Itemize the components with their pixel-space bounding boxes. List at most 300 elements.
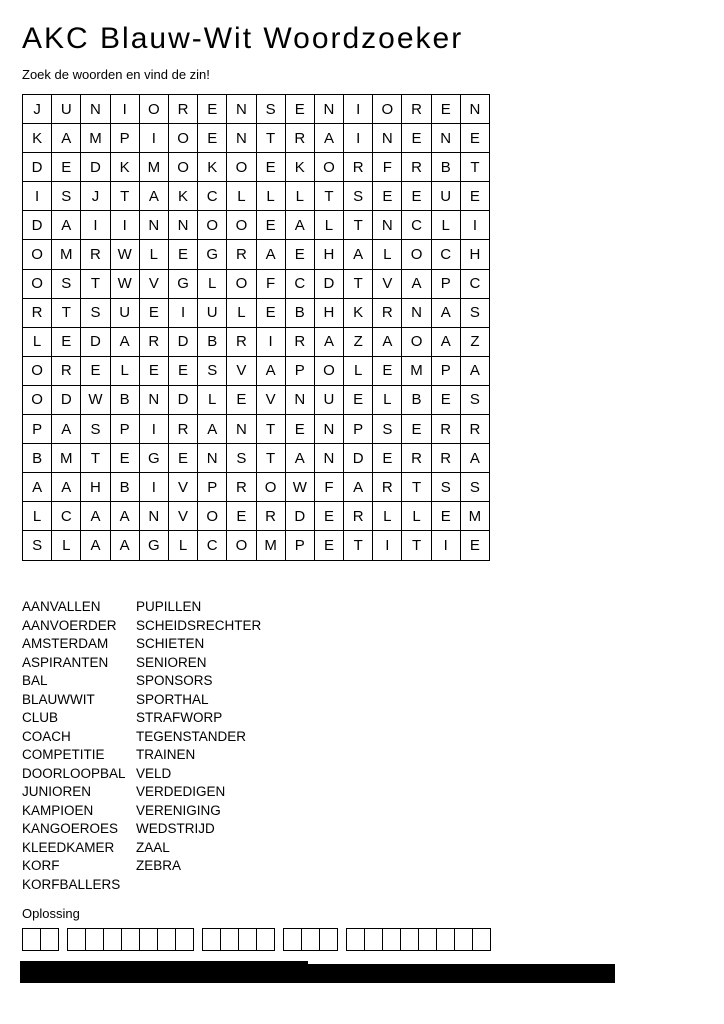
- grid-cell[interactable]: O: [314, 153, 343, 182]
- grid-cell[interactable]: A: [198, 415, 227, 444]
- grid-cell[interactable]: V: [227, 356, 256, 385]
- solution-letter-box[interactable]: [400, 928, 419, 951]
- grid-cell[interactable]: H: [314, 298, 343, 327]
- grid-cell[interactable]: E: [285, 415, 314, 444]
- grid-cell[interactable]: O: [23, 269, 52, 298]
- grid-cell[interactable]: K: [168, 182, 197, 211]
- grid-cell[interactable]: R: [402, 95, 431, 124]
- grid-cell[interactable]: R: [227, 240, 256, 269]
- word-list-item: JUNIOREN: [22, 784, 92, 799]
- grid-cell[interactable]: D: [285, 502, 314, 531]
- grid-cell[interactable]: E: [431, 95, 460, 124]
- grid-cell[interactable]: S: [52, 269, 81, 298]
- grid-cell[interactable]: R: [402, 444, 431, 473]
- grid-cell[interactable]: R: [285, 327, 314, 356]
- grid-cell[interactable]: V: [373, 269, 402, 298]
- grid-cell[interactable]: L: [198, 385, 227, 414]
- grid-cell[interactable]: D: [168, 327, 197, 356]
- grid-cell[interactable]: E: [373, 444, 402, 473]
- grid-cell[interactable]: E: [344, 385, 373, 414]
- grid-cell[interactable]: D: [23, 153, 52, 182]
- grid-cell[interactable]: L: [285, 182, 314, 211]
- grid-cell[interactable]: O: [168, 153, 197, 182]
- grid-cell[interactable]: R: [81, 240, 110, 269]
- grid-cell[interactable]: E: [227, 385, 256, 414]
- grid-cell[interactable]: B: [431, 153, 460, 182]
- grid-cell[interactable]: E: [431, 502, 460, 531]
- grid-cell[interactable]: A: [52, 124, 81, 153]
- solution-word-group: [22, 928, 58, 951]
- grid-cell[interactable]: C: [431, 240, 460, 269]
- grid-cell[interactable]: S: [344, 182, 373, 211]
- grid-cell[interactable]: E: [402, 124, 431, 153]
- grid-cell[interactable]: R: [373, 298, 402, 327]
- grid-cell[interactable]: A: [431, 298, 460, 327]
- grid-cell[interactable]: N: [227, 95, 256, 124]
- word-list-item: AANVOERDER: [22, 617, 117, 633]
- grid-cell[interactable]: W: [110, 240, 139, 269]
- grid-cell[interactable]: K: [110, 153, 139, 182]
- grid-cell[interactable]: M: [402, 356, 431, 385]
- grid-cell[interactable]: J: [81, 182, 110, 211]
- grid-cell[interactable]: O: [227, 153, 256, 182]
- grid-cell[interactable]: T: [256, 444, 285, 473]
- grid-cell[interactable]: I: [460, 211, 489, 240]
- solution-letter-box[interactable]: [40, 928, 59, 951]
- grid-cell[interactable]: J: [23, 95, 52, 124]
- grid-cell[interactable]: T: [314, 182, 343, 211]
- grid-cell[interactable]: S: [256, 95, 285, 124]
- solution-letter-box[interactable]: [418, 928, 437, 951]
- grid-row: [23, 415, 490, 444]
- grid-cell[interactable]: N: [431, 124, 460, 153]
- grid-cell[interactable]: S: [81, 415, 110, 444]
- solution-letter-box[interactable]: [364, 928, 383, 951]
- grid-cell[interactable]: B: [23, 444, 52, 473]
- grid-cell[interactable]: L: [314, 211, 343, 240]
- word-list-item: SCHEIDSRECHTER: [136, 617, 262, 633]
- grid-cell[interactable]: D: [314, 269, 343, 298]
- grid-cell[interactable]: F: [373, 153, 402, 182]
- grid-cell[interactable]: E: [198, 95, 227, 124]
- grid-cell[interactable]: A: [344, 240, 373, 269]
- grid-cell[interactable]: D: [168, 385, 197, 414]
- grid-cell[interactable]: B: [110, 385, 139, 414]
- grid-cell[interactable]: I: [168, 298, 197, 327]
- solution-letter-box[interactable]: [67, 928, 86, 951]
- solution-letter-box[interactable]: [103, 928, 122, 951]
- grid-cell[interactable]: W: [81, 385, 110, 414]
- grid-cell[interactable]: S: [198, 356, 227, 385]
- grid-cell[interactable]: L: [23, 327, 52, 356]
- solution-letter-box[interactable]: [238, 928, 257, 951]
- grid-cell[interactable]: E: [373, 356, 402, 385]
- grid-cell[interactable]: O: [198, 502, 227, 531]
- grid-cell[interactable]: E: [256, 153, 285, 182]
- grid-cell[interactable]: C: [52, 502, 81, 531]
- grid-cell[interactable]: L: [373, 502, 402, 531]
- grid-cell[interactable]: N: [314, 415, 343, 444]
- grid-cell[interactable]: I: [256, 327, 285, 356]
- grid-cell[interactable]: O: [198, 211, 227, 240]
- grid-cell[interactable]: L: [139, 240, 168, 269]
- grid-cell[interactable]: A: [139, 182, 168, 211]
- grid-cell[interactable]: E: [460, 124, 489, 153]
- grid-cell[interactable]: N: [227, 124, 256, 153]
- black-bar: [308, 964, 615, 983]
- grid-cell[interactable]: O: [23, 385, 52, 414]
- grid-cell[interactable]: I: [139, 473, 168, 502]
- grid-cell[interactable]: U: [110, 298, 139, 327]
- word-list-item: ZEBRA: [136, 858, 182, 873]
- grid-cell[interactable]: S: [81, 298, 110, 327]
- solution-letter-box[interactable]: [175, 928, 194, 951]
- grid-cell[interactable]: P: [285, 356, 314, 385]
- grid-cell[interactable]: I: [344, 124, 373, 153]
- grid-cell[interactable]: N: [198, 444, 227, 473]
- word-list-item: SENIOREN: [136, 654, 207, 670]
- grid-cell[interactable]: R: [168, 95, 197, 124]
- grid-cell[interactable]: A: [256, 240, 285, 269]
- grid-cell[interactable]: T: [402, 473, 431, 502]
- grid-cell[interactable]: O: [139, 95, 168, 124]
- grid-cell[interactable]: T: [81, 269, 110, 298]
- grid-cell[interactable]: W: [110, 269, 139, 298]
- grid-cell[interactable]: P: [23, 415, 52, 444]
- grid-cell[interactable]: R: [285, 124, 314, 153]
- solution-letter-box[interactable]: [382, 928, 401, 951]
- grid-cell[interactable]: O: [227, 269, 256, 298]
- solution-letter-box[interactable]: [220, 928, 239, 951]
- grid-cell[interactable]: T: [256, 415, 285, 444]
- grid-cell[interactable]: A: [460, 356, 489, 385]
- grid-cell[interactable]: E: [256, 211, 285, 240]
- grid-cell[interactable]: A: [344, 473, 373, 502]
- solution-letter-box[interactable]: [202, 928, 221, 951]
- grid-cell[interactable]: R: [344, 153, 373, 182]
- solution-letter-box[interactable]: [157, 928, 176, 951]
- grid-cell[interactable]: N: [373, 124, 402, 153]
- grid-cell[interactable]: I: [110, 95, 139, 124]
- grid-cell[interactable]: L: [168, 531, 197, 560]
- grid-cell[interactable]: B: [285, 298, 314, 327]
- grid-cell[interactable]: N: [373, 211, 402, 240]
- grid-cell[interactable]: R: [52, 356, 81, 385]
- grid-row: [23, 444, 490, 473]
- grid-cell[interactable]: I: [139, 415, 168, 444]
- grid-cell[interactable]: A: [285, 211, 314, 240]
- grid-cell[interactable]: L: [256, 182, 285, 211]
- grid-cell[interactable]: U: [431, 182, 460, 211]
- solution-letter-box[interactable]: [85, 928, 104, 951]
- solution-word-group: [346, 928, 490, 951]
- grid-cell[interactable]: P: [431, 269, 460, 298]
- grid-cell[interactable]: K: [285, 153, 314, 182]
- grid-cell[interactable]: S: [52, 182, 81, 211]
- grid-cell[interactable]: N: [168, 211, 197, 240]
- grid-cell[interactable]: T: [402, 531, 431, 560]
- solution-letter-box[interactable]: [121, 928, 140, 951]
- solution-letter-box[interactable]: [256, 928, 275, 951]
- grid-cell[interactable]: A: [256, 356, 285, 385]
- grid-cell[interactable]: S: [460, 385, 489, 414]
- grid-cell[interactable]: K: [23, 124, 52, 153]
- grid-cell[interactable]: E: [81, 356, 110, 385]
- word-list-item: VERDEDIGEN: [136, 784, 226, 799]
- grid-cell[interactable]: D: [81, 153, 110, 182]
- grid-cell[interactable]: A: [110, 502, 139, 531]
- grid-cell[interactable]: I: [81, 211, 110, 240]
- grid-cell[interactable]: S: [460, 473, 489, 502]
- grid-cell[interactable]: E: [373, 182, 402, 211]
- grid-cell[interactable]: E: [402, 182, 431, 211]
- grid-cell[interactable]: R: [402, 153, 431, 182]
- grid-cell[interactable]: L: [23, 502, 52, 531]
- grid-cell[interactable]: E: [256, 298, 285, 327]
- solution-letter-box[interactable]: [472, 928, 491, 951]
- grid-cell[interactable]: O: [256, 473, 285, 502]
- grid-cell[interactable]: U: [198, 298, 227, 327]
- grid-cell[interactable]: I: [23, 182, 52, 211]
- grid-cell[interactable]: B: [198, 327, 227, 356]
- grid-cell[interactable]: M: [52, 444, 81, 473]
- solution-letter-box[interactable]: [436, 928, 455, 951]
- grid-cell[interactable]: M: [52, 240, 81, 269]
- grid-cell[interactable]: R: [227, 473, 256, 502]
- grid-cell[interactable]: Z: [460, 327, 489, 356]
- grid-cell[interactable]: A: [81, 531, 110, 560]
- grid-cell[interactable]: A: [402, 269, 431, 298]
- grid-cell[interactable]: A: [52, 473, 81, 502]
- grid-cell[interactable]: O: [373, 95, 402, 124]
- grid-cell[interactable]: P: [344, 415, 373, 444]
- grid-cell[interactable]: M: [460, 502, 489, 531]
- grid-cell[interactable]: V: [139, 269, 168, 298]
- grid-cell[interactable]: P: [110, 415, 139, 444]
- grid-cell[interactable]: A: [110, 531, 139, 560]
- grid-cell[interactable]: A: [460, 444, 489, 473]
- grid-cell[interactable]: O: [23, 356, 52, 385]
- grid-cell[interactable]: V: [256, 385, 285, 414]
- grid-cell[interactable]: C: [460, 269, 489, 298]
- grid-cell[interactable]: E: [431, 385, 460, 414]
- grid-cell[interactable]: H: [314, 240, 343, 269]
- grid-cell[interactable]: E: [52, 327, 81, 356]
- word-list-item: KORFBALLERS: [22, 876, 121, 892]
- grid-cell[interactable]: P: [198, 473, 227, 502]
- grid-cell[interactable]: V: [168, 473, 197, 502]
- grid-cell[interactable]: P: [431, 356, 460, 385]
- grid-cell[interactable]: U: [314, 385, 343, 414]
- grid-cell[interactable]: O: [402, 240, 431, 269]
- grid-cell[interactable]: N: [314, 444, 343, 473]
- word-list-item: WEDSTRIJD: [136, 821, 215, 836]
- word-list-item: TRAINEN: [136, 747, 196, 762]
- grid-cell[interactable]: E: [460, 182, 489, 211]
- grid-cell[interactable]: U: [52, 95, 81, 124]
- grid-cell[interactable]: E: [198, 124, 227, 153]
- grid-row: [23, 182, 490, 211]
- grid-cell[interactable]: M: [81, 124, 110, 153]
- grid-cell[interactable]: O: [168, 124, 197, 153]
- grid-cell[interactable]: H: [81, 473, 110, 502]
- grid-cell[interactable]: A: [23, 473, 52, 502]
- grid-cell[interactable]: M: [256, 531, 285, 560]
- grid-cell[interactable]: G: [198, 240, 227, 269]
- grid-cell[interactable]: E: [314, 531, 343, 560]
- grid-cell[interactable]: O: [402, 327, 431, 356]
- grid-cell[interactable]: C: [198, 182, 227, 211]
- grid-cell[interactable]: N: [81, 95, 110, 124]
- grid-cell[interactable]: L: [110, 356, 139, 385]
- grid-cell[interactable]: A: [110, 327, 139, 356]
- grid-cell[interactable]: R: [431, 415, 460, 444]
- grid-cell[interactable]: N: [402, 298, 431, 327]
- grid-cell[interactable]: E: [285, 240, 314, 269]
- grid-cell[interactable]: E: [52, 153, 81, 182]
- word-list-item: KORF: [22, 858, 60, 873]
- solution-letter-box[interactable]: [319, 928, 338, 951]
- grid-cell[interactable]: C: [285, 269, 314, 298]
- grid-cell[interactable]: I: [139, 124, 168, 153]
- solution-letter-box[interactable]: [301, 928, 320, 951]
- grid-cell[interactable]: G: [139, 531, 168, 560]
- grid-cell[interactable]: E: [139, 298, 168, 327]
- grid-cell[interactable]: E: [460, 531, 489, 560]
- grid-cell[interactable]: F: [314, 473, 343, 502]
- grid-cell[interactable]: O: [314, 356, 343, 385]
- word-list-item: STRAFWORP: [136, 710, 223, 725]
- grid-cell[interactable]: A: [52, 211, 81, 240]
- grid-cell[interactable]: T: [344, 269, 373, 298]
- grid-cell[interactable]: T: [460, 153, 489, 182]
- grid-cell[interactable]: K: [344, 298, 373, 327]
- grid-cell[interactable]: E: [139, 356, 168, 385]
- grid-cell[interactable]: L: [227, 182, 256, 211]
- grid-cell[interactable]: A: [431, 327, 460, 356]
- grid-cell[interactable]: O: [227, 211, 256, 240]
- grid-cell[interactable]: G: [168, 269, 197, 298]
- grid-cell[interactable]: E: [168, 356, 197, 385]
- grid-cell[interactable]: N: [314, 95, 343, 124]
- grid-cell[interactable]: D: [344, 444, 373, 473]
- grid-cell[interactable]: T: [256, 124, 285, 153]
- grid-cell[interactable]: G: [139, 444, 168, 473]
- grid-cell[interactable]: R: [256, 502, 285, 531]
- grid-cell[interactable]: R: [227, 327, 256, 356]
- grid-cell[interactable]: A: [285, 444, 314, 473]
- grid-cell[interactable]: R: [373, 473, 402, 502]
- grid-cell[interactable]: T: [52, 298, 81, 327]
- word-search-grid[interactable]: [22, 94, 490, 561]
- solution-letter-box[interactable]: [454, 928, 473, 951]
- grid-cell[interactable]: P: [110, 124, 139, 153]
- grid-cell[interactable]: V: [168, 502, 197, 531]
- grid-cell[interactable]: D: [23, 211, 52, 240]
- grid-cell[interactable]: T: [81, 444, 110, 473]
- grid-cell[interactable]: A: [373, 327, 402, 356]
- grid-cell[interactable]: N: [285, 385, 314, 414]
- grid-cell[interactable]: R: [344, 502, 373, 531]
- grid-cell[interactable]: O: [23, 240, 52, 269]
- grid-cell[interactable]: A: [52, 415, 81, 444]
- grid-cell[interactable]: E: [168, 444, 197, 473]
- solution-letter-box[interactable]: [22, 928, 41, 951]
- grid-cell[interactable]: A: [314, 124, 343, 153]
- grid-cell[interactable]: L: [373, 385, 402, 414]
- solution-letter-box[interactable]: [346, 928, 365, 951]
- grid-cell[interactable]: R: [23, 298, 52, 327]
- grid-cell[interactable]: E: [285, 95, 314, 124]
- grid-cell[interactable]: D: [81, 327, 110, 356]
- grid-cell[interactable]: M: [139, 153, 168, 182]
- grid-cell[interactable]: N: [139, 502, 168, 531]
- grid-cell[interactable]: E: [314, 502, 343, 531]
- grid-cell[interactable]: N: [139, 385, 168, 414]
- grid-cell[interactable]: C: [402, 211, 431, 240]
- grid-cell[interactable]: S: [460, 298, 489, 327]
- grid-cell[interactable]: H: [460, 240, 489, 269]
- grid-cell[interactable]: A: [81, 502, 110, 531]
- grid-cell[interactable]: A: [314, 327, 343, 356]
- grid-cell[interactable]: L: [198, 269, 227, 298]
- grid-row: [23, 269, 490, 298]
- grid-cell[interactable]: S: [23, 531, 52, 560]
- grid-cell[interactable]: T: [344, 531, 373, 560]
- grid-cell[interactable]: C: [198, 531, 227, 560]
- grid-cell[interactable]: L: [52, 531, 81, 560]
- grid-cell[interactable]: Z: [344, 327, 373, 356]
- grid-cell[interactable]: R: [168, 415, 197, 444]
- grid-cell[interactable]: F: [256, 269, 285, 298]
- grid-cell[interactable]: E: [402, 415, 431, 444]
- grid-cell[interactable]: S: [227, 444, 256, 473]
- grid-cell[interactable]: E: [110, 444, 139, 473]
- solution-boxes[interactable]: [22, 928, 499, 951]
- grid-cell[interactable]: R: [460, 415, 489, 444]
- grid-cell[interactable]: L: [227, 298, 256, 327]
- grid-cell[interactable]: S: [431, 473, 460, 502]
- solution-letter-box[interactable]: [283, 928, 302, 951]
- grid-cell[interactable]: T: [110, 182, 139, 211]
- grid-cell[interactable]: I: [373, 531, 402, 560]
- grid-cell[interactable]: E: [227, 502, 256, 531]
- grid-cell[interactable]: I: [431, 531, 460, 560]
- grid-cell[interactable]: B: [110, 473, 139, 502]
- grid-cell[interactable]: I: [110, 211, 139, 240]
- grid-cell[interactable]: L: [402, 502, 431, 531]
- grid-cell[interactable]: N: [139, 211, 168, 240]
- grid-cell[interactable]: E: [168, 240, 197, 269]
- grid-cell[interactable]: O: [227, 531, 256, 560]
- grid-cell[interactable]: B: [402, 385, 431, 414]
- grid-cell[interactable]: W: [285, 473, 314, 502]
- grid-cell[interactable]: T: [344, 211, 373, 240]
- grid-cell[interactable]: K: [198, 153, 227, 182]
- grid-cell[interactable]: S: [373, 415, 402, 444]
- grid-cell[interactable]: I: [344, 95, 373, 124]
- solution-letter-box[interactable]: [139, 928, 158, 951]
- grid-cell[interactable]: N: [460, 95, 489, 124]
- grid-cell[interactable]: R: [139, 327, 168, 356]
- grid-cell[interactable]: R: [431, 444, 460, 473]
- grid-cell[interactable]: D: [52, 385, 81, 414]
- grid-cell[interactable]: L: [373, 240, 402, 269]
- grid-cell[interactable]: L: [431, 211, 460, 240]
- grid-cell[interactable]: N: [227, 415, 256, 444]
- grid-cell[interactable]: L: [344, 356, 373, 385]
- grid-cell[interactable]: P: [285, 531, 314, 560]
